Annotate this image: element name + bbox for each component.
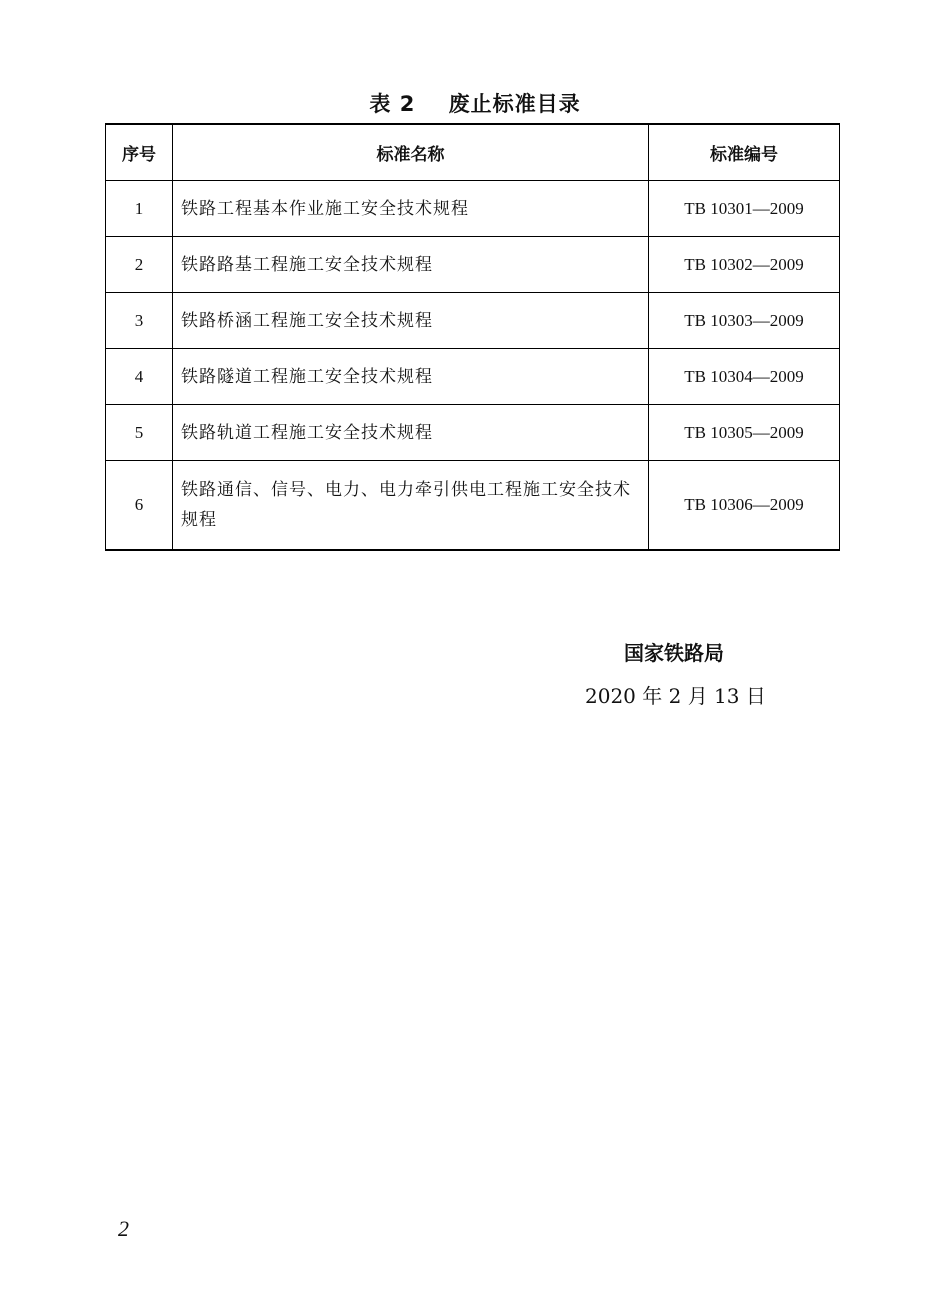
row-standard-code: TB 10304—2009	[649, 349, 840, 405]
row-standard-code: TB 10305—2009	[649, 405, 840, 461]
table-title: 表 2 废止标准目录	[369, 92, 581, 116]
row-standard-name: 铁路轨道工程施工安全技术规程	[173, 405, 649, 461]
table-row	[106, 293, 840, 349]
row-standard-code: TB 10301—2009	[649, 181, 840, 237]
table-row	[106, 181, 840, 237]
row-serial-number: 2	[106, 237, 173, 293]
row-serial-number: 1	[106, 181, 173, 237]
header-standard-code: 标准编号	[649, 124, 840, 181]
page-number: 2	[118, 1216, 129, 1241]
row-standard-name: 铁路工程基本作业施工安全技术规程	[173, 181, 649, 237]
row-standard-name: 铁路通信、信号、电力、电力牵引供电工程施工安全技术规程	[173, 461, 649, 551]
table-header-row	[106, 124, 840, 181]
row-serial-number: 4	[106, 349, 173, 405]
abolished-standards-table	[105, 123, 840, 551]
issue-date: 2020 年 2 月 13 日	[585, 684, 766, 708]
row-serial-number: 6	[106, 461, 173, 551]
row-standard-code: TB 10303—2009	[649, 293, 840, 349]
row-serial-number: 5	[106, 405, 173, 461]
header-standard-name: 标准名称	[173, 124, 649, 181]
row-standard-code: TB 10306—2009	[649, 461, 840, 551]
row-standard-name: 铁路桥涵工程施工安全技术规程	[173, 293, 649, 349]
table-row	[106, 461, 840, 551]
row-standard-code: TB 10302—2009	[649, 237, 840, 293]
row-serial-number: 3	[106, 293, 173, 349]
row-standard-name: 铁路隧道工程施工安全技术规程	[173, 349, 649, 405]
table-row	[106, 405, 840, 461]
table-row	[106, 237, 840, 293]
row-standard-name: 铁路路基工程施工安全技术规程	[173, 237, 649, 293]
header-serial-number: 序号	[106, 124, 173, 181]
table-row	[106, 349, 840, 405]
issuing-authority: 国家铁路局	[624, 641, 724, 665]
